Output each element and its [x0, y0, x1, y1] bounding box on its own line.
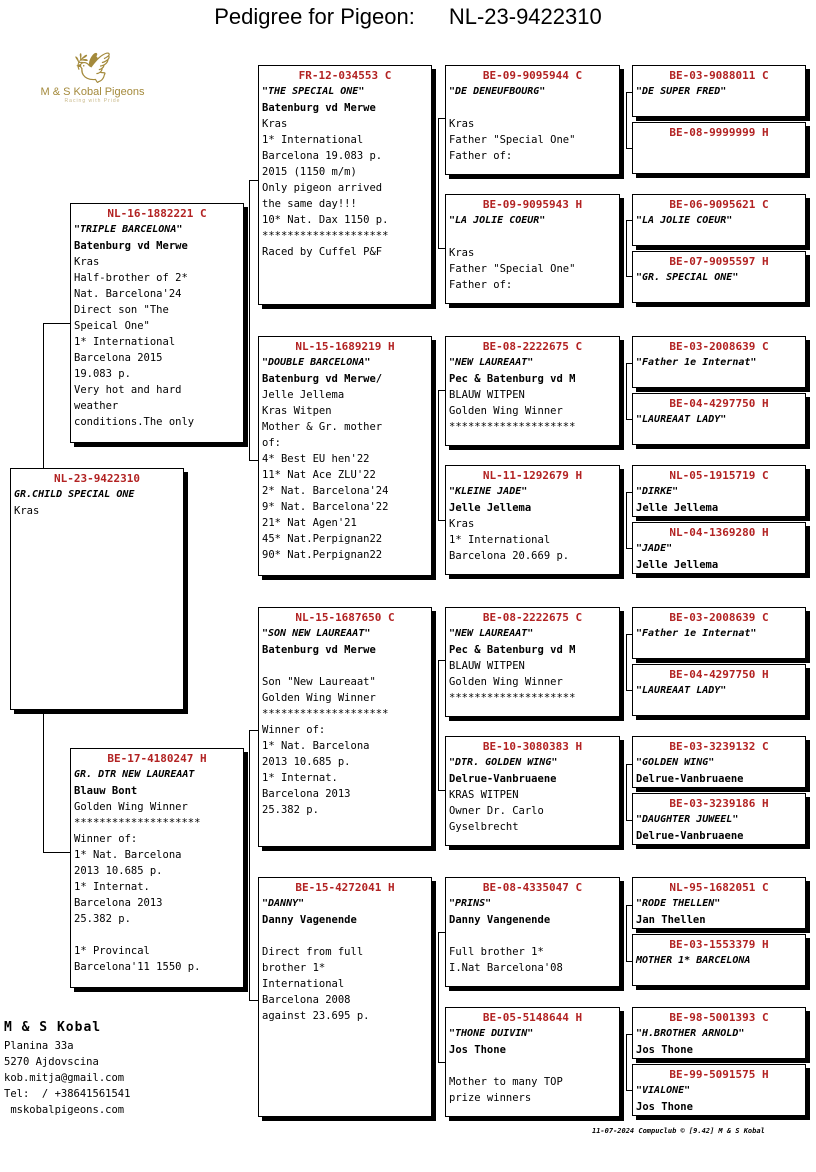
- connector: [43, 852, 70, 853]
- breeder-name: Pec & Batenburg vd M: [449, 373, 576, 385]
- info-line: 1* Nat. Barcelona: [74, 849, 182, 861]
- grandsire-maternal-card[interactable]: [258, 607, 432, 847]
- info-line: Son "New Laureaat": [262, 676, 376, 688]
- pigeon-name: "DIRKE": [636, 486, 679, 497]
- owner-name: M & S Kobal: [4, 1020, 102, 1035]
- pigeon-name: "GOLDEN WING": [636, 757, 715, 768]
- info-line: Father "Special One": [449, 263, 576, 275]
- info-line: 2013 10.685 p.: [262, 756, 351, 768]
- info-line: KRAS WITPEN: [449, 789, 519, 801]
- connector: [626, 634, 627, 690]
- connector: [438, 118, 445, 119]
- ring-number: BE-08-4335047 C: [482, 881, 583, 894]
- info-line: 1* International: [449, 534, 551, 546]
- breeder-name: Batenburg vd Merwe/: [262, 373, 383, 385]
- pigeon-name: "DTR. GOLDEN WING": [449, 757, 558, 768]
- info-line: 2* Nat. Barcelona'24: [262, 485, 389, 497]
- dam-card[interactable]: [70, 748, 244, 988]
- info-line: Raced by Cuffel P&F: [262, 246, 383, 258]
- pigeon-name: "NEW LAUREAAT": [449, 357, 534, 368]
- pigeon-name: "GR. SPECIAL ONE": [636, 272, 739, 283]
- pigeon-name: "Father 1e Internat": [636, 628, 757, 639]
- dove-icon: 🕊: [73, 51, 112, 86]
- ancestor-gen3-card[interactable]: [445, 1007, 620, 1117]
- owner-phone: Tel: / +38641561541: [4, 1088, 131, 1100]
- ring-number: NL-05-1915719 C: [669, 469, 769, 482]
- ancestor-gen4-card[interactable]: [632, 736, 806, 788]
- owner-address: Planina 33a: [4, 1040, 74, 1052]
- ring-number: NL-11-1292679 H: [482, 469, 583, 482]
- ancestor-gen4-card[interactable]: [632, 65, 806, 117]
- info-line: Full brother 1*: [449, 946, 544, 958]
- ring-number: BE-10-3080383 H: [482, 740, 583, 753]
- info-line: 1* International: [74, 336, 176, 348]
- breeder-name: Batenburg vd Merwe: [262, 102, 376, 114]
- connector: [438, 390, 439, 520]
- owner-city: 5270 Ajdovscina: [4, 1056, 99, 1068]
- owner-website[interactable]: mskobalpigeons.com: [4, 1104, 125, 1116]
- pigeon-name: MOTHER 1* BARCELONA: [636, 955, 751, 966]
- info-line: 9* Nat. Barcelona'22: [262, 501, 389, 513]
- page-title: [0, 4, 816, 30]
- ring-number: NL-95-1682051 C: [669, 881, 769, 894]
- info-line: Only pigeon arrived: [262, 182, 383, 194]
- ancestor-gen3-card[interactable]: [445, 607, 620, 717]
- info-line: Kras Witpen: [262, 405, 332, 417]
- connector: [43, 712, 44, 852]
- ring-number: BE-08-2222675 C: [482, 611, 583, 624]
- info-line: [262, 928, 428, 944]
- breeder-name: Danny Vagenende: [262, 914, 357, 926]
- connector: [626, 492, 627, 548]
- info-line: Kras: [449, 518, 475, 530]
- breeder-name: Delrue-Vanbruaene: [636, 773, 744, 785]
- info-line: [449, 229, 616, 245]
- footer-credit: 11-07-2024 Compuclub © [9.42] M & S Kobal: [592, 1127, 765, 1135]
- connector: [438, 118, 439, 248]
- ring-number: BE-03-3239132 C: [669, 740, 769, 753]
- connector: [438, 520, 445, 521]
- pigeon-name: GR.CHILD SPECIAL ONE: [14, 489, 135, 500]
- info-line: Kras: [14, 505, 40, 517]
- pigeon-name: "DOUBLE BARCELONA": [262, 357, 371, 368]
- info-line: brother 1*: [262, 962, 326, 974]
- info-line: prize winners: [449, 1092, 532, 1104]
- pigeon-name: "DAUGHTER JUWEEL": [636, 814, 739, 825]
- info-line: ********************: [74, 817, 201, 829]
- ring-number: BE-03-9088011 C: [669, 69, 769, 82]
- info-line: Kras: [449, 118, 475, 130]
- info-line: weather: [74, 400, 119, 412]
- granddam-maternal-card[interactable]: [258, 877, 432, 1117]
- ring-number: BE-03-2008639 C: [669, 340, 769, 353]
- info-line: [262, 658, 428, 674]
- ancestor-gen3-card[interactable]: [445, 194, 620, 304]
- grandsire-paternal-card[interactable]: [258, 65, 432, 305]
- info-line: Father of:: [449, 150, 513, 162]
- info-line: Gyselbrecht: [449, 821, 519, 833]
- connector: [43, 323, 44, 469]
- ring-number: BE-03-2008639 C: [669, 611, 769, 624]
- pigeon-name: "H.BROTHER ARNOLD": [636, 1028, 745, 1039]
- ancestor-gen3-card[interactable]: [445, 65, 620, 175]
- info-line: Golden Wing Winner: [74, 801, 188, 813]
- ancestor-gen3-card[interactable]: [445, 736, 620, 846]
- info-line: Nat. Barcelona'24: [74, 288, 182, 300]
- ancestor-gen3-card[interactable]: [445, 465, 620, 575]
- ring-number: BE-03-1553379 H: [669, 938, 769, 951]
- info-line: Winner of:: [262, 724, 326, 736]
- ring-number: NL-16-1882221 C: [107, 207, 207, 220]
- info-line: against 23.695 p.: [262, 1010, 370, 1022]
- connector: [249, 730, 258, 731]
- connector: [249, 180, 250, 460]
- ring-number: BE-06-9095621 C: [669, 198, 769, 211]
- breeder-name: Danny Vangenende: [449, 914, 551, 926]
- breeder-name: Jos Thone: [449, 1044, 506, 1056]
- ring-number: BE-05-5148644 H: [482, 1011, 583, 1024]
- ring-number: BE-08-2222675 C: [482, 340, 583, 353]
- ring-number: NL-15-1689219 H: [295, 340, 395, 353]
- info-line: Direct son "The: [74, 304, 169, 316]
- logo-name: M & S Kobal Pigeons: [40, 86, 145, 98]
- info-line: Barcelona'11 1550 p.: [74, 961, 201, 973]
- breeder-name: Jan Thellen: [636, 914, 706, 926]
- logo-tagline: Racing with Pride: [64, 98, 121, 104]
- ancestor-gen3-card[interactable]: [445, 336, 620, 446]
- ring-number: BE-04-4297750 H: [669, 397, 769, 410]
- connector: [43, 323, 70, 324]
- info-line: ********************: [262, 230, 389, 242]
- connector: [249, 460, 258, 461]
- connector: [438, 790, 445, 791]
- info-line: 21* Nat Agen'21: [262, 517, 357, 529]
- info-line: Barcelona 2013: [262, 788, 351, 800]
- connector: [438, 660, 445, 661]
- ring-number: BE-09-9095943 H: [482, 198, 583, 211]
- ancestor-gen4-card[interactable]: [632, 877, 806, 929]
- info-line: Mother to many TOP: [449, 1076, 563, 1088]
- pigeon-name: "DE SUPER FRED": [636, 86, 727, 97]
- breeder-name: Jelle Jellema: [636, 559, 719, 571]
- info-line: Barcelona 2013: [74, 897, 163, 909]
- subject-pigeon-card[interactable]: [10, 468, 184, 710]
- ancestor-gen4-card[interactable]: [632, 336, 806, 388]
- info-line: Speical One": [74, 320, 150, 332]
- ancestor-gen4-card[interactable]: [632, 194, 806, 246]
- ancestor-gen4-card[interactable]: [632, 1064, 806, 1116]
- title-ring: NL-23-9422310: [448, 4, 602, 29]
- ring-number: BE-99-5091575 H: [669, 1068, 769, 1081]
- info-line: ********************: [449, 421, 576, 433]
- breeder-name: Batenburg vd Merwe: [74, 240, 188, 252]
- connector: [438, 1062, 445, 1063]
- breeder-name: Blauw Bont: [74, 785, 138, 797]
- info-line: 1* Internat.: [262, 772, 338, 784]
- pigeon-name: "TRIPLE BARCELONA": [74, 224, 183, 235]
- info-line: 1* International: [262, 134, 364, 146]
- ring-number: BE-07-9095597 H: [669, 255, 769, 268]
- granddam-paternal-card[interactable]: [258, 336, 432, 576]
- ring-number: BE-08-9999999 H: [669, 126, 769, 139]
- info-line: Kras: [262, 118, 288, 130]
- info-line: International: [262, 978, 345, 990]
- connector: [249, 180, 258, 181]
- connector: [626, 92, 627, 148]
- info-line: conditions.The only: [74, 416, 195, 428]
- info-line: 2015 (1150 m/m): [262, 166, 357, 178]
- info-line: Father "Special One": [449, 134, 576, 146]
- pigeon-name: "NEW LAUREAAT": [449, 628, 534, 639]
- info-line: Barcelona 2015: [74, 352, 163, 364]
- pigeon-name: "DE DENEUFBOURG": [449, 86, 546, 97]
- connector: [626, 220, 627, 276]
- connector: [249, 730, 250, 1000]
- connector: [438, 932, 445, 933]
- connector: [626, 764, 627, 820]
- info-line: 1* Provincal: [74, 945, 150, 957]
- breeder-name: Pec & Batenburg vd M: [449, 644, 576, 656]
- title-label: Pedigree for Pigeon:: [214, 4, 415, 29]
- breeder-name: Jelle Jellema: [449, 502, 532, 514]
- connector: [438, 390, 445, 391]
- ring-number: NL-04-1369280 H: [669, 526, 769, 539]
- info-line: Golden Wing Winner: [262, 692, 376, 704]
- ancestor-gen4-card[interactable]: [632, 251, 806, 303]
- pigeon-name: "LAUREAAT LADY": [636, 685, 727, 696]
- connector: [438, 932, 439, 1062]
- pigeon-name: "DANNY": [262, 898, 305, 909]
- pigeon-name: "PRINS": [449, 898, 492, 909]
- connector: [626, 905, 627, 961]
- breeder-name: Jos Thone: [636, 1044, 693, 1056]
- ancestor-gen3-card[interactable]: [445, 877, 620, 987]
- ancestor-gen4-card[interactable]: [632, 393, 806, 445]
- info-line: ********************: [449, 692, 576, 704]
- pigeon-name: GR. DTR NEW LAUREAAT: [74, 769, 195, 780]
- pigeon-name: "Father 1e Internat": [636, 357, 757, 368]
- info-line: [449, 100, 616, 116]
- ring-number: NL-15-1687650 C: [295, 611, 395, 624]
- info-line: Half-brother of 2*: [74, 272, 188, 284]
- info-line: the same day!!!: [262, 198, 357, 210]
- connector: [249, 1000, 258, 1001]
- info-line: 2013 10.685 p.: [74, 865, 163, 877]
- info-line: Very hot and hard: [74, 384, 182, 396]
- ancestor-gen4-card[interactable]: [632, 664, 806, 716]
- pigeon-name: "THE SPECIAL ONE": [262, 86, 365, 97]
- info-line: Kras: [74, 256, 100, 268]
- breeder-name: Jelle Jellema: [636, 502, 719, 514]
- ancestor-gen4-card[interactable]: [632, 793, 806, 845]
- pigeon-name: "THONE DUIVIN": [449, 1028, 534, 1039]
- info-line: Jelle Jellema: [262, 389, 345, 401]
- breeder-name: Delrue-Vanbruaene: [636, 830, 744, 842]
- info-line: Direct from full: [262, 946, 364, 958]
- info-line: 4* Best EU hen'22: [262, 453, 370, 465]
- info-line: BLAUW WITPEN: [449, 660, 525, 672]
- info-line: 10* Nat. Dax 1150 p.: [262, 214, 389, 226]
- pigeon-name: "LAUREAAT LADY": [636, 414, 727, 425]
- info-line: Kras: [449, 247, 475, 259]
- ring-number: BE-17-4180247 H: [107, 752, 207, 765]
- ancestor-gen4-card[interactable]: [632, 934, 806, 986]
- ring-number: BE-98-5001393 C: [669, 1011, 769, 1024]
- info-line: Winner of:: [74, 833, 138, 845]
- pigeon-name: "KLEINE JADE": [449, 486, 528, 497]
- info-line: ********************: [262, 708, 389, 720]
- ring-number: NL-23-9422310: [53, 472, 141, 485]
- info-line: [449, 1058, 616, 1074]
- sire-card[interactable]: [70, 203, 244, 443]
- info-line: Barcelona 19.083 p.: [262, 150, 383, 162]
- owner-email[interactable]: kob.mitja@gmail.com: [4, 1072, 125, 1084]
- pigeon-name: "LA JOLIE COEUR": [636, 215, 733, 226]
- info-line: Barcelona 20.669 p.: [449, 550, 570, 562]
- info-line: Barcelona 2008: [262, 994, 351, 1006]
- info-line: of:: [262, 437, 281, 449]
- pigeon-name: "VIALONE": [636, 1085, 691, 1096]
- info-line: 11* Nat Ace ZLU'22: [262, 469, 376, 481]
- breeder-name: Delrue-Vanbruaene: [449, 773, 557, 785]
- logo: [30, 52, 155, 112]
- info-line: [449, 928, 616, 944]
- ancestor-gen4-card[interactable]: [632, 122, 806, 174]
- info-line: Father of:: [449, 279, 513, 291]
- info-line: 1* Nat. Barcelona: [262, 740, 370, 752]
- pigeon-name: "JADE": [636, 543, 673, 554]
- owner-contact: [4, 1018, 130, 1118]
- info-line: 1* Internat.: [74, 881, 150, 893]
- pigeon-name: "RODE THELLEN": [636, 898, 721, 909]
- ancestor-gen4-card[interactable]: [632, 522, 806, 574]
- breeder-name: Batenburg vd Merwe: [262, 644, 376, 656]
- ring-number: FR-12-034553 C: [298, 69, 392, 82]
- connector: [438, 248, 445, 249]
- ring-number: BE-09-9095944 C: [482, 69, 583, 82]
- info-line: I.Nat Barcelona'08: [449, 962, 563, 974]
- ring-number: BE-03-3239186 H: [669, 797, 769, 810]
- info-line: 25.382 p.: [74, 913, 131, 925]
- info-line: 19.083 p.: [74, 368, 131, 380]
- connector: [626, 1034, 627, 1090]
- breeder-name: Jos Thone: [636, 1101, 693, 1113]
- pigeon-name: "SON NEW LAUREAAT": [262, 628, 371, 639]
- info-line: 45* Nat.Perpignan22: [262, 533, 383, 545]
- pigeon-name: "LA JOLIE COEUR": [449, 215, 546, 226]
- connector: [626, 363, 627, 419]
- info-line: Mother & Gr. mother: [262, 421, 383, 433]
- info-line: 25.382 p.: [262, 804, 319, 816]
- ancestor-gen4-card[interactable]: [632, 465, 806, 517]
- connector: [438, 660, 439, 790]
- ring-number: BE-15-4272041 H: [295, 881, 395, 894]
- info-line: 90* Nat.Perpignan22: [262, 549, 383, 561]
- info-line: Golden Wing Winner: [449, 676, 563, 688]
- info-line: BLAUW WITPEN: [449, 389, 525, 401]
- ancestor-gen4-card[interactable]: [632, 607, 806, 659]
- info-line: Owner Dr. Carlo: [449, 805, 544, 817]
- info-line: [74, 927, 240, 943]
- info-line: Golden Wing Winner: [449, 405, 563, 417]
- ring-number: BE-04-4297750 H: [669, 668, 769, 681]
- ancestor-gen4-card[interactable]: [632, 1007, 806, 1059]
